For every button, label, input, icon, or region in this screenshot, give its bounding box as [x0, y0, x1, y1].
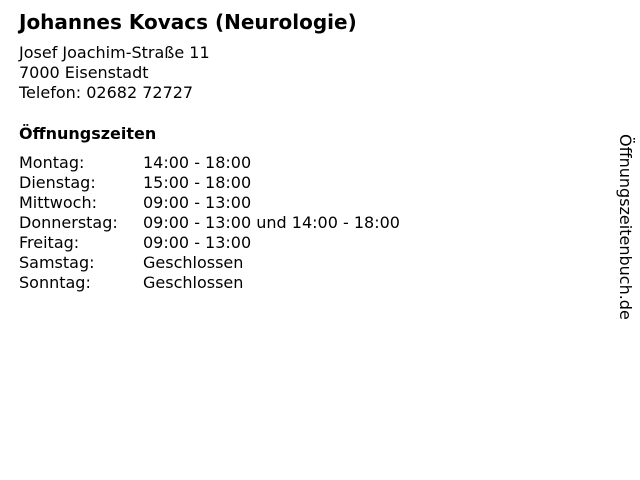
day-label: Samstag:: [19, 253, 95, 272]
opening-hours-heading: Öffnungszeiten: [19, 124, 157, 143]
hours-value: 09:00 - 13:00: [143, 193, 252, 212]
address-block: [19, 43, 210, 103]
hours-value: 14:00 - 18:00: [143, 153, 252, 172]
hours-row-saturday: [19, 253, 400, 273]
hours-value: Geschlossen: [143, 273, 244, 292]
hours-row-tuesday: [19, 173, 400, 193]
hours-row-thursday: [19, 213, 400, 233]
hours-row-monday: [19, 153, 400, 173]
street-address: Josef Joachim-Straße 11: [19, 43, 210, 62]
day-label: Mittwoch:: [19, 193, 97, 212]
day-label: Montag:: [19, 153, 85, 172]
hours-value: 09:00 - 13:00 und 14:00 - 18:00: [143, 213, 400, 232]
phone-number: Telefon: 02682 72727: [19, 83, 194, 102]
day-label: Dienstag:: [19, 173, 96, 192]
day-label: Sonntag:: [19, 273, 91, 292]
day-label: Donnerstag:: [19, 213, 118, 232]
day-label: Freitag:: [19, 233, 80, 252]
hours-value: Geschlossen: [143, 253, 244, 272]
site-watermark: Öffnungszeitenbuch.de: [616, 134, 635, 320]
city: 7000 Eisenstadt: [19, 63, 149, 82]
hours-value: 09:00 - 13:00: [143, 233, 252, 252]
hours-row-wednesday: [19, 193, 400, 213]
hours-row-sunday: [19, 273, 400, 293]
opening-hours-table: [19, 153, 400, 293]
hours-row-friday: [19, 233, 400, 253]
business-name: Johannes Kovacs (Neurologie): [19, 10, 357, 34]
hours-value: 15:00 - 18:00: [143, 173, 252, 192]
